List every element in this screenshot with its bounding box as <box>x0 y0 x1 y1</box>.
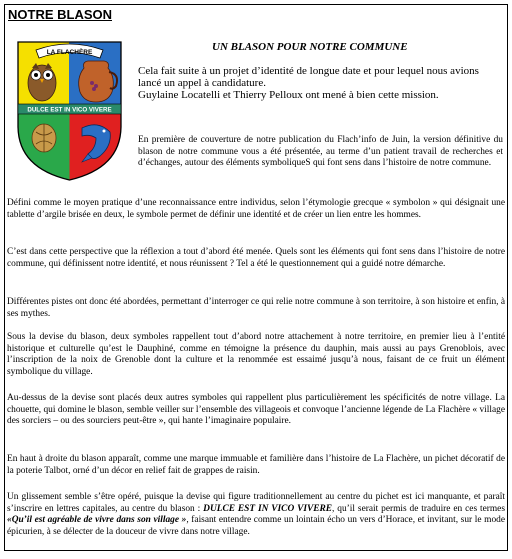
banner-top-text: LA FLACHÈRE <box>46 49 93 56</box>
coat-of-arms <box>12 28 127 183</box>
glissement-quote: «Qu’il est agréable de vivre dans son village » <box>7 515 187 526</box>
document-page <box>4 4 508 551</box>
coat-of-arms-graphic <box>12 28 127 183</box>
intro-line-2: Guylaine Locatelli et Thierry Pelloux ont mené à bien cette mission. <box>138 89 439 101</box>
paragraph-pichet: En haut à droite du blason apparaît, comme une marque immuable et familière dans l’histoire de La Flachère, un pichet décoratif de la poterie Talbot, orné d’un décor en relief fait de grappes de raisin. <box>7 454 505 476</box>
paragraph-cover: En première de couverture de notre publication du Flach’info de Juin, la version définitive du blason de notre commune vous a été présentée, au terme d’un patient travail de recherches et d’échanges, autour des éléments symboliqueS qui font sens dans l’histoire de notre commune. <box>138 135 503 169</box>
paragraph-reflexion: C’est dans cette perspective que la réflexion a tout d’abord été menée. Quels sont les éléments qui font sens dans l’histoire de notre commune, qui définissent notre identité, et nous réunissent ? Tel a été le questionnement qui a guidé notre démarche. <box>7 247 505 269</box>
walnut-icon <box>32 124 56 152</box>
glissement-text-c: , faisant entendre comme un lointain écho un vers d’Horace, et invitant, sur le mode épicurien, à se délecter de la douceur de vivre dans notre village. <box>7 515 505 537</box>
glissement-text-a: Un glissement semble s’être opéré, puisque la devise qui figure traditionnellement au centre du pichet est ici manquante, et paraît s’inscrire en lettres capitales, au centre du blason : <box>7 492 505 514</box>
paragraph-pistes: Différentes pistes ont donc été abordées, permettant d’interroger ce qui relie notre commune à son territoire, à son histoire et enfin, à ses mythes. <box>7 297 505 319</box>
section-title: NOTRE BLASON <box>8 7 112 22</box>
intro-paragraph <box>138 65 503 101</box>
article-title: UN BLASON POUR NOTRE COMMUNE <box>212 41 408 53</box>
paragraph-devise: Sous la devise du blason, deux symboles rappellent tout d’abord notre attachement à notre territoire, en premier lieu à l’entité historique et culturelle qu’est le Dauphiné, comme en témoigne la présence du dauphin, mais aussi au pays Grenoblois, avec l’inscription de la noix de Grenoble dont la culture et la renommée est essaimé jusqu’à nous, faisant de ce fruit un élément symbolique du village. <box>7 332 505 377</box>
paragraph-glissement <box>7 492 505 538</box>
paragraph-chouette: Au-dessus de la devise sont placés deux autres symboles qui rappellent plus particulièrement les spécificités de notre village. La chouette, qui domine le blason, semble veiller sur l’ensemble des villageois et convoque l’ancienne légende de La Flachère « village des sorciers – ou des sourciers peut-être », qui hante l’imaginaire populaire. <box>7 393 505 427</box>
glissement-text-b: , qu’il serait permis de traduire en ces termes <box>332 503 505 514</box>
glissement-motto: DULCE EST IN VICO VIVERE <box>203 503 333 514</box>
motto-band <box>18 104 121 114</box>
intro-line-1: Cela fait suite à un projet d’identité de longue date et pour lequel nous avions lancé un appel à candidature. <box>138 65 479 89</box>
paragraph-symbol: Défini comme le moyen pratique d’une reconnaissance entre individus, selon l’étymologie grecque « symbolon » qui désignait une tablette d’argile brisée en deux, le symbole permet de définir une identité et de créer un lien entre les hommes. <box>7 198 505 220</box>
banner-motto-text: DULCE EST IN VICO VIVERE <box>27 106 112 114</box>
